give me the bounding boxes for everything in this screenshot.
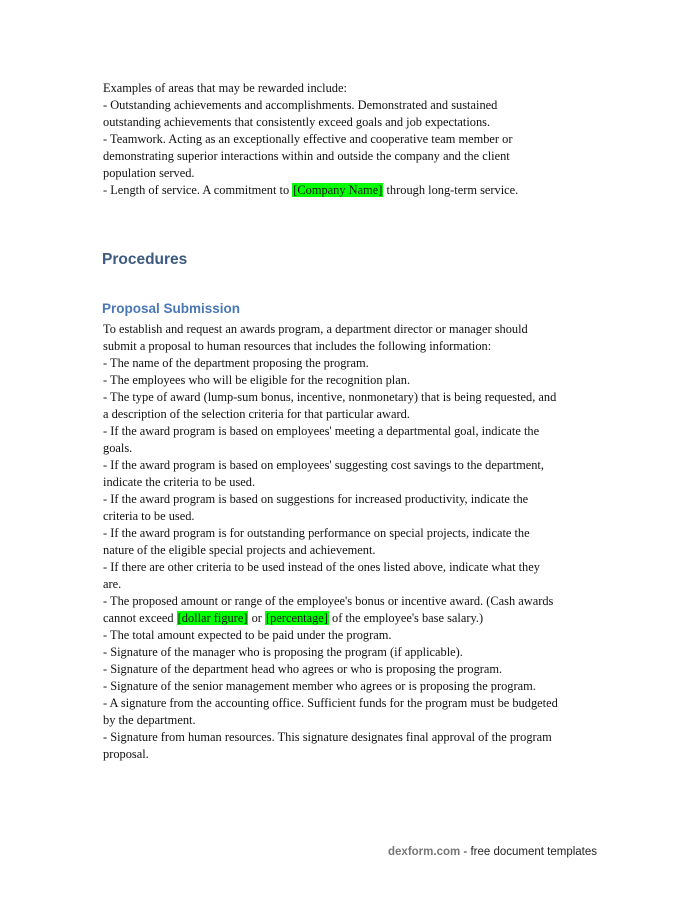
- text-line: - The proposed amount or range of the employee's bonus or incentive award. (Cash awards: [103, 594, 554, 608]
- text-line: - If the award program is for outstanding performance on special projects, indicate the: [103, 526, 530, 540]
- procedures-heading: Procedures: [102, 251, 188, 268]
- percentage-placeholder: [percentage]: [266, 611, 328, 625]
- text-line: proposal.: [103, 747, 149, 761]
- footer: [388, 846, 597, 858]
- dollar-figure-placeholder: [dollar figure]: [177, 611, 248, 625]
- text-line: - The type of award (lump-sum bonus, incentive, nonmonetary) that is being requested, and: [103, 390, 557, 404]
- company-name-placeholder: [Company Name]: [293, 183, 383, 197]
- text-line: demonstrating superior interactions within and outside the company and the client: [103, 149, 510, 163]
- text-segment: or: [248, 611, 265, 625]
- proposal-paragraph: [103, 321, 603, 763]
- text-line: Examples of areas that may be rewarded include:: [103, 81, 347, 95]
- text-line: population served.: [103, 166, 195, 180]
- text-line: - A signature from the accounting office. Sufficient funds for the program must be budgeted: [103, 696, 558, 710]
- text-line: - If there are other criteria to be used instead of the ones listed above, indicate what they: [103, 560, 540, 574]
- text-line: - Signature of the manager who is proposing the program (if applicable).: [103, 645, 463, 659]
- text-segment: through long-term service.: [383, 183, 519, 197]
- text-line: - The total amount expected to be paid under the program.: [103, 628, 392, 642]
- text-line-cash-limit: [103, 610, 603, 627]
- text-line: - If the award program is based on suggestions for increased productivity, indicate the: [103, 492, 529, 506]
- text-line: by the department.: [103, 713, 196, 727]
- text-line: nature of the eligible special projects and achievement.: [103, 543, 376, 557]
- text-line: criteria to be used.: [103, 509, 195, 523]
- text-line: - Teamwork. Acting as an exceptionally effective and cooperative team member or: [103, 132, 513, 146]
- footer-brand-link[interactable]: dexform.com: [388, 846, 461, 858]
- proposal-submission-heading: Proposal Submission: [102, 301, 241, 316]
- text-line: indicate the criteria to be used.: [103, 475, 256, 489]
- text-line: - The name of the department proposing the program.: [103, 356, 369, 370]
- text-line: goals.: [103, 441, 133, 455]
- text-line: To establish and request an awards program, a department director or manager should: [103, 322, 528, 336]
- text-line-company: [103, 182, 603, 199]
- text-line: - Outstanding achievements and accomplishments. Demonstrated and sustained: [103, 98, 498, 112]
- text-segment: of the employee's base salary.): [328, 611, 484, 625]
- text-line: - If the award program is based on employees' suggesting cost savings to the department,: [103, 458, 544, 472]
- intro-paragraph: [103, 80, 603, 199]
- text-segment: - Length of service. A commitment to: [103, 183, 293, 197]
- text-line: submit a proposal to human resources that includes the following information:: [103, 339, 492, 353]
- text-line: outstanding achievements that consistently exceed goals and job expectations.: [103, 115, 491, 129]
- text-line: - Signature of the department head who agrees or who is proposing the program.: [103, 662, 503, 676]
- text-line: - If the award program is based on employees' meeting a departmental goal, indicate the: [103, 424, 540, 438]
- text-line: are.: [103, 577, 122, 591]
- text-segment: cannot exceed: [103, 611, 177, 625]
- footer-tagline: - free document templates: [460, 846, 598, 858]
- text-line: - The employees who will be eligible for the recognition plan.: [103, 373, 411, 387]
- text-line: a description of the selection criteria for that particular award.: [103, 407, 410, 421]
- text-line: - Signature from human resources. This signature designates final approval of the program: [103, 730, 552, 744]
- text-line: - Signature of the senior management member who agrees or is proposing the program.: [103, 679, 536, 693]
